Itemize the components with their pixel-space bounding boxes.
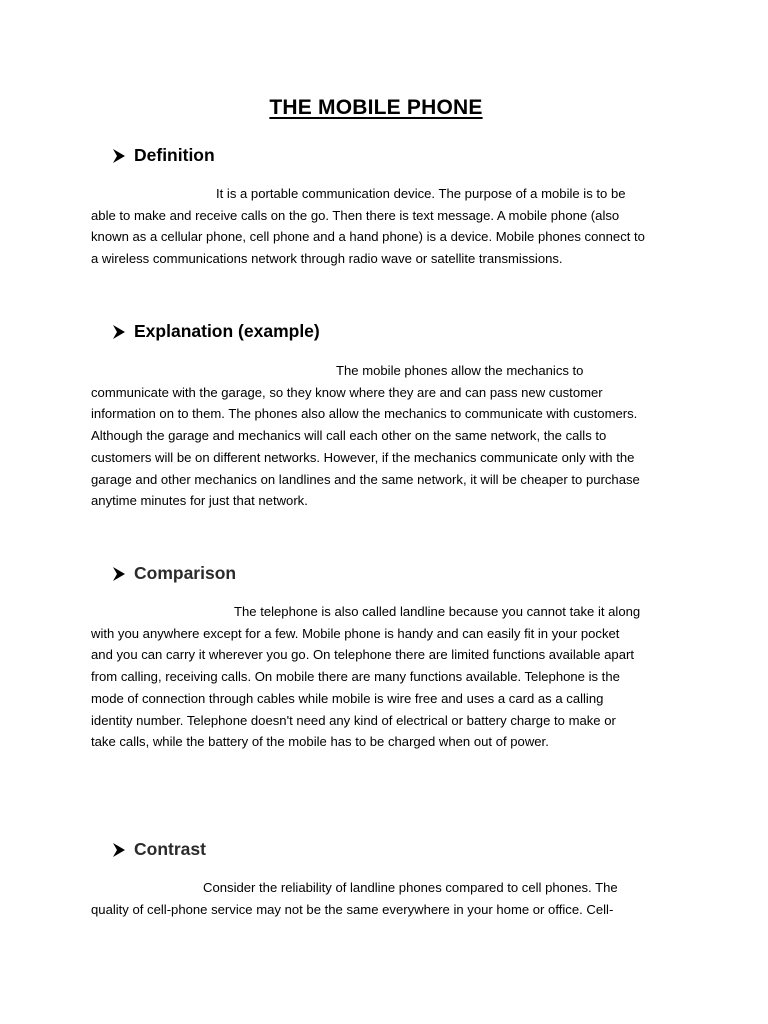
paragraph-line: from calling, receiving calls. On mobile there are many functions available. Telephone is the xyxy=(91,669,620,685)
paragraph-line: communicate with the garage, so they know where they are and can pass new customer xyxy=(91,384,603,400)
section-heading-definition xyxy=(112,145,215,166)
section-paragraph-definition xyxy=(91,183,691,270)
document-title: THE MOBILE PHONE xyxy=(269,96,483,119)
section-paragraph-explanation xyxy=(91,360,691,512)
paragraph-line: quality of cell-phone service may not be the same everywhere in your home or office. Cell- xyxy=(91,901,614,917)
section-heading-explanation xyxy=(112,321,320,342)
arrowhead-bullet-icon xyxy=(112,324,126,340)
section-heading-label: Definition xyxy=(134,145,215,165)
section-paragraph-contrast xyxy=(91,877,691,920)
paragraph-line: with you anywhere except for a few. Mobile phone is handy and can easily fit in your pocket xyxy=(91,625,620,641)
paragraph-line: mode of connection through cables while mobile is wire free and uses a card as a calling xyxy=(91,690,604,706)
paragraph-line: able to make and receive calls on the go. Then there is text message. A mobile phone (also xyxy=(91,207,620,223)
section-heading-contrast xyxy=(112,839,206,860)
arrowhead-bullet-icon xyxy=(112,842,126,858)
section-heading-label: Contrast xyxy=(134,839,206,859)
paragraph-line: Consider the reliability of landline phones compared to cell phones. The xyxy=(203,880,618,895)
paragraph-line: a wireless communications network through radio wave or satellite transmissions. xyxy=(91,251,563,267)
paragraph-line: The mobile phones allow the mechanics to xyxy=(336,363,584,378)
arrowhead-bullet-icon xyxy=(112,148,126,164)
paragraph-line: information on to them. The phones also allow the mechanics to communicate with customers. xyxy=(91,406,638,422)
section-heading-label: Comparison xyxy=(134,563,237,583)
paragraph-line: and you can carry it wherever you go. On telephone there are limited functions available apart xyxy=(91,647,634,663)
paragraph-line: garage and other mechanics on landlines and the same network, it will be cheaper to purchase xyxy=(91,471,640,487)
paragraph-line: known as a cellular phone, cell phone and a hand phone) is a device. Mobile phones connect to xyxy=(91,229,645,245)
arrowhead-bullet-icon xyxy=(112,566,126,582)
section-heading-comparison xyxy=(112,563,236,584)
paragraph-line: anytime minutes for just that network. xyxy=(91,493,308,509)
paragraph-line: Although the garage and mechanics will call each other on the same network, the calls to xyxy=(91,428,607,444)
paragraph-line: The telephone is also called landline because you cannot take it along xyxy=(234,604,641,619)
paragraph-line: It is a portable communication device. The purpose of a mobile is to be xyxy=(216,186,626,201)
paragraph-line: customers will be on different networks. However, if the mechanics communicate only with the xyxy=(91,449,635,465)
section-heading-label: Explanation (example) xyxy=(134,321,320,341)
paragraph-line: take calls, while the battery of the mobile has to be charged when out of power. xyxy=(91,734,549,750)
section-paragraph-comparison xyxy=(91,601,691,753)
paragraph-line: identity number. Telephone doesn't need any kind of electrical or battery charge to make or xyxy=(91,712,616,728)
